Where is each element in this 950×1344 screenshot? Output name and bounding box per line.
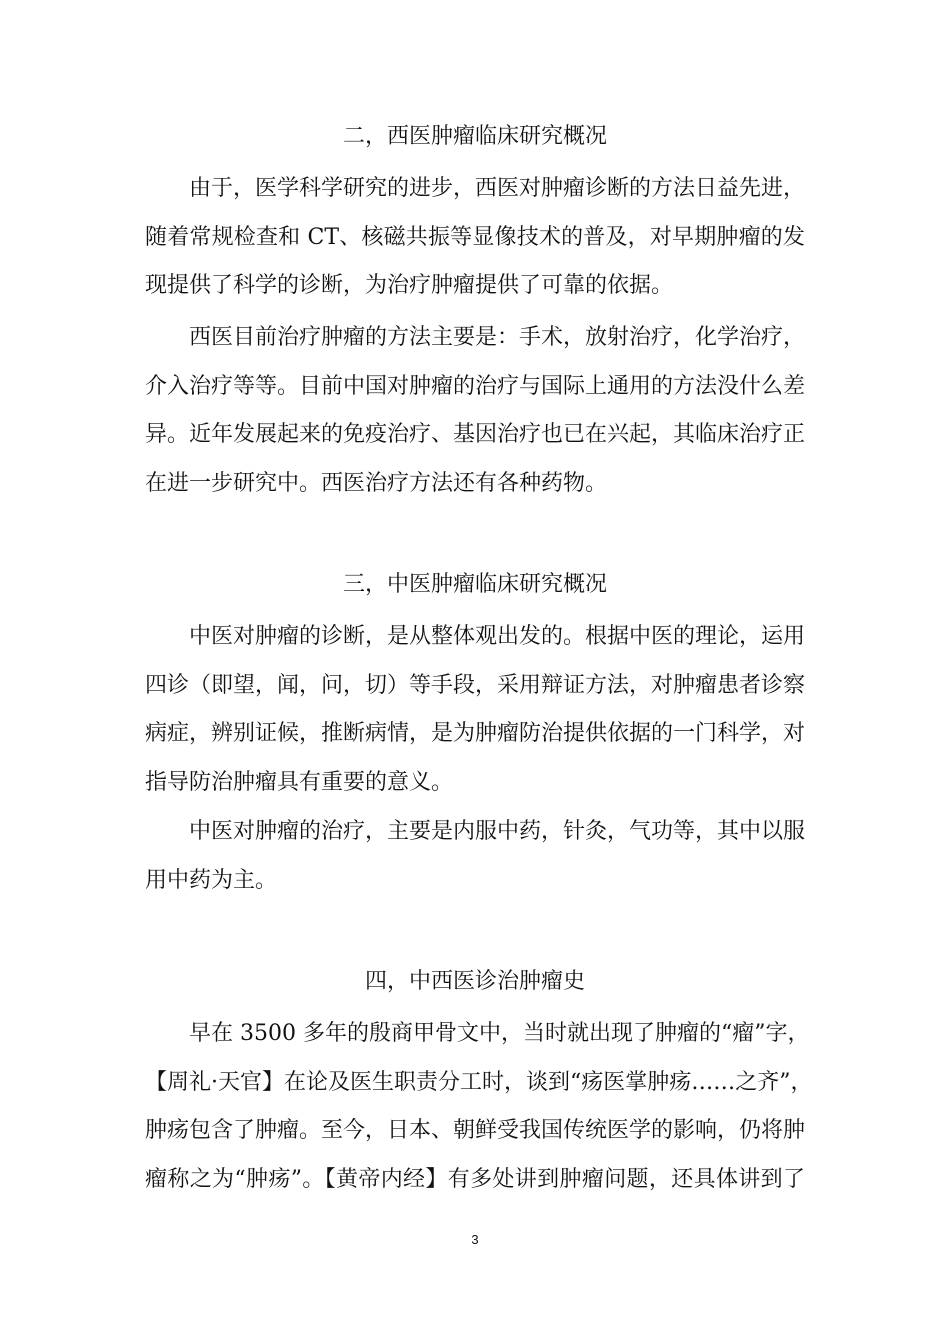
- paragraph: [145, 613, 805, 807]
- text-line: 介入治疗等等。目前中国对肿瘤的治疗与国际上通用的方法没什么差: [145, 373, 806, 399]
- text-line: 肿疡包含了肿瘤。至今，日本、朝鲜受我国传统医学的影响，仍将肿: [145, 1118, 806, 1143]
- paragraph: [145, 314, 805, 508]
- text-line: 瘤称之为“肿疡”。【黄帝内经】有多处讲到肿瘤问题，还具体讲到了: [145, 1166, 805, 1192]
- text-line: 在进一步研究中。西医治疗方法还有各种药物。: [145, 470, 608, 496]
- text-line: 早在 3500 多年的殷商甲骨文中，当时就出现了肿瘤的“瘤”字，: [189, 1021, 810, 1046]
- text-line: 病症，辨别证候，推断病情，是为肿瘤防治提供依据的一门科学，对: [145, 721, 806, 746]
- paragraph: [145, 165, 805, 311]
- text-line: 中医对肿瘤的治疗，主要是内服中药，针灸，气功等，其中以服: [189, 819, 806, 844]
- text-line: 由于，医学科学研究的进步，西医对肿瘤诊断的方法日益先进，: [189, 176, 806, 201]
- text-line: 四诊（即望，闻，问，切）等手段，采用辩证方法，对肿瘤患者诊察: [145, 672, 806, 698]
- section-heading-4: 四，中西医诊治肿瘤史: [364, 969, 585, 994]
- page-number: 3: [471, 1232, 479, 1247]
- text-line: 西医目前治疗肿瘤的方法主要是：手术，放射治疗，化学治疗，: [189, 325, 806, 350]
- text-line: 现提供了科学的诊断，为治疗肿瘤提供了可靠的依据。: [145, 273, 674, 298]
- text-line: 指导防治肿瘤具有重要的意义。: [145, 769, 454, 795]
- section-heading-2: 二，西医肿瘤临床研究概况: [342, 124, 607, 149]
- text-line: 随着常规检查和 CT、核磁共振等显像技术的普及，对早期肿瘤的发: [145, 224, 805, 250]
- paragraph: [145, 808, 805, 905]
- text-line: 异。近年发展起来的免疫治疗、基因治疗也已在兴起，其临床治疗正: [145, 422, 806, 447]
- text-line: 【周礼·天官】在论及医生职责分工时，谈到“疡医掌肿疡……之齐”，: [145, 1069, 813, 1095]
- section-heading-3: 三，中医肿瘤临床研究概况: [342, 572, 607, 597]
- text-line: 中医对肿瘤的诊断，是从整体观出发的。根据中医的理论，运用: [189, 624, 806, 649]
- text-line: 用中药为主。: [145, 867, 278, 893]
- paragraph: [145, 1010, 813, 1204]
